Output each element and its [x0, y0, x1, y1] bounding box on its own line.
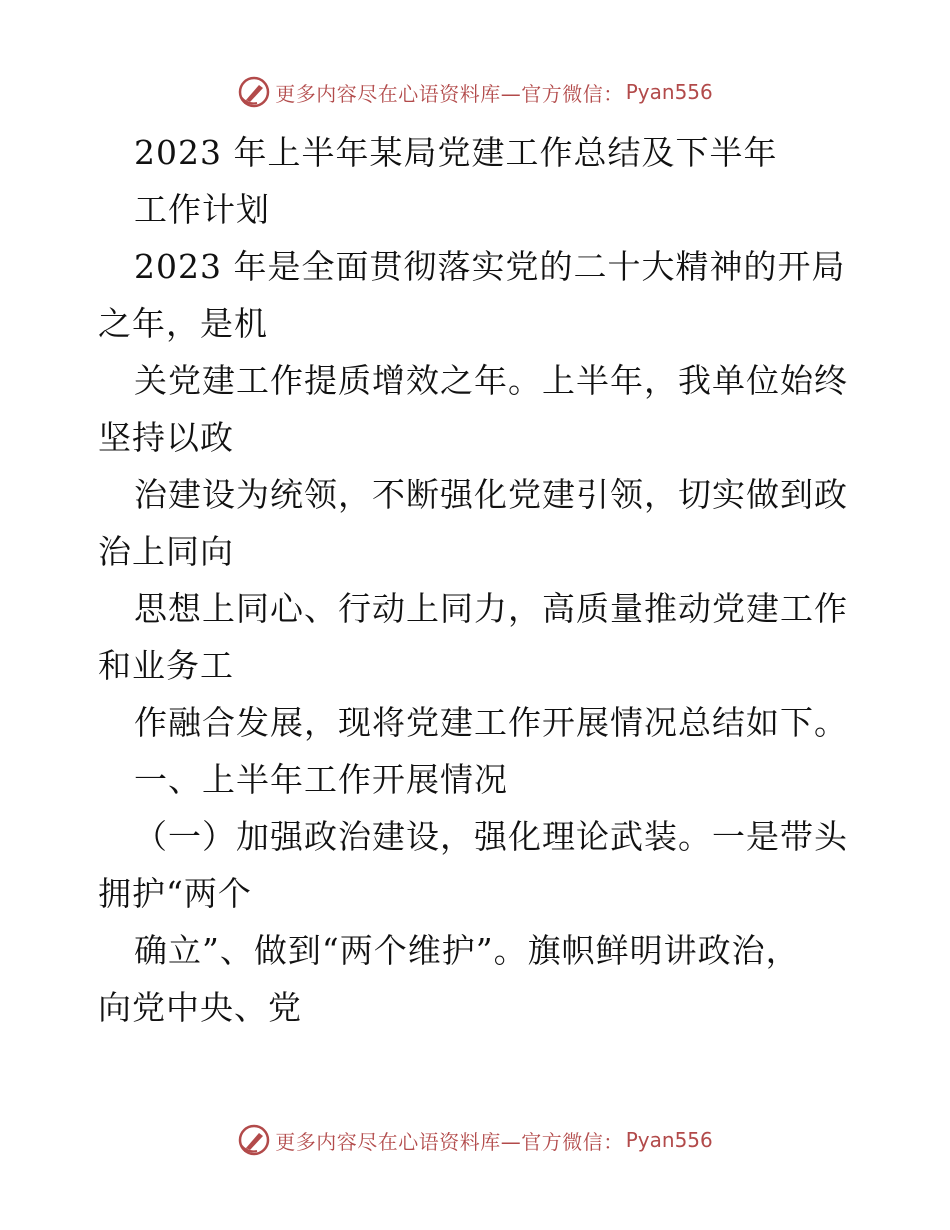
watermark-banner-top	[0, 72, 950, 112]
document-line: 作融合发展，现将党建工作开展情况总结如下。	[134, 703, 848, 742]
document-line: 坚持以政	[98, 418, 234, 457]
document-line: 拥护“两个	[98, 874, 252, 913]
document-line: 关党建工作提质增效之年。上半年，我单位始终	[134, 361, 848, 400]
document-line: 2023 年是全面贯彻落实党的二十大精神的开局	[134, 247, 846, 286]
watermark-text: 更多内容尽在心语资料库—官方微信：	[275, 81, 624, 106]
watermark-text: 更多内容尽在心语资料库—官方微信：	[275, 1129, 624, 1154]
document-line: 之年，是机	[98, 304, 268, 343]
document-line: 治上同向	[98, 532, 234, 571]
document-line: （一）加强政治建设，强化理论武装。一是带头	[134, 817, 848, 856]
document-line: 2023 年上半年某局党建工作总结及下半年	[134, 133, 778, 172]
document-line: 向党中央、党	[98, 988, 302, 1027]
document-line: 工作计划	[134, 190, 270, 229]
watermark-banner-bottom	[0, 1120, 950, 1160]
document-line: 治建设为统领，不断强化党建引领，切实做到政	[134, 475, 848, 514]
watermark-wechat-id: Pyan556	[625, 80, 713, 104]
pen-logo-icon	[237, 75, 271, 109]
pen-logo-icon	[237, 1123, 271, 1157]
watermark-wechat-id: Pyan556	[625, 1128, 713, 1152]
document-line: 一、上半年工作开展情况	[134, 760, 508, 799]
document-line: 确立”、做到“两个维护”。旗帜鲜明讲政治，	[134, 931, 800, 970]
document-body	[0, 124, 950, 1036]
document-line: 思想上同心、行动上同力，高质量推动党建工作	[134, 589, 848, 628]
document-line: 和业务工	[98, 646, 234, 685]
